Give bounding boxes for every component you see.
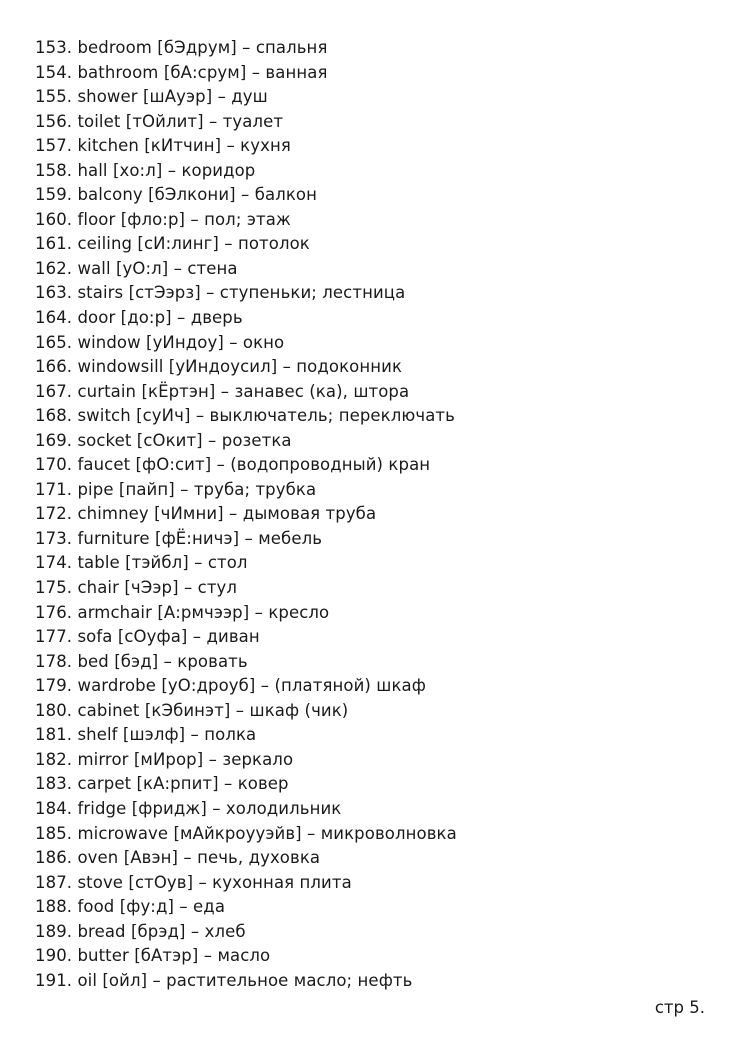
vocab-entry: 183. carpet [кА:рпит] – ковер — [35, 774, 289, 794]
vocab-entry: 164. door [до:р] – дверь — [35, 308, 243, 328]
vocab-entry: 158. hall [хо:л] – коридор — [35, 160, 256, 180]
vocab-entry: 182. mirror [мИрор] – зеркало — [35, 749, 294, 769]
vocab-entry: 181. shelf [шэлф] – полка — [35, 725, 257, 745]
page-number: стр 5. — [654, 998, 705, 1017]
vocab-entry: 172. chimney [чИмни] – дымовая труба — [35, 504, 377, 524]
vocab-entry: 190. butter [бАтэр] – масло — [35, 946, 271, 966]
vocab-entry: 166. windowsill [уИндоусил] – подоконник — [35, 357, 403, 377]
vocab-entry: 187. stove [стОув] – кухонная плита — [35, 872, 352, 892]
vocab-entry: 180. cabinet [кЭбинэт] – шкаф (чик) — [35, 700, 349, 720]
vocab-entry: 189. bread [брэд] – хлеб — [35, 921, 246, 941]
vocab-entry: 155. shower [шАуэр] – душ — [35, 87, 268, 107]
vocab-entry: 167. curtain [кЁртэн] – занавес (ка), штора — [35, 381, 410, 401]
vocab-entry: 178. bed [бэд] – кровать — [35, 651, 248, 671]
vocab-entry: 174. table [тэйбл] – стол — [35, 553, 248, 573]
vocab-entry: 175. chair [чЭэр] – стул — [35, 578, 238, 598]
vocab-entry: 185. microwave [мАйкроууэйв] – микроволновка — [35, 823, 457, 843]
vocab-entry: 176. armchair [А:рмчээр] – кресло — [35, 602, 330, 622]
vocab-entry: 184. fridge [фридж] – холодильник — [35, 798, 342, 818]
vocab-entry: 171. pipe [пайп] – труба; трубка — [35, 479, 317, 499]
vocab-entry: 154. bathroom [бА:срум] – ванная — [35, 62, 328, 82]
vocab-entry: 159. balcony [бЭлкони] – балкон — [35, 185, 317, 205]
vocab-entry: 168. switch [суИч] – выключатель; переключать — [35, 406, 455, 426]
vocab-entry: 177. sofa [сОуфа] – диван — [35, 627, 260, 647]
vocab-entry: 157. kitchen [кИтчин] – кухня — [35, 136, 291, 156]
vocab-entry: 163. stairs [стЭэрз] – ступеньки; лестница — [35, 283, 406, 303]
vocabulary-list — [35, 36, 457, 993]
vocab-entry: 170. faucet [фО:сит] – (водопроводный) кран — [35, 455, 431, 475]
vocab-entry: 191. oil [ойл] – растительное масло; нефть — [35, 970, 413, 990]
vocab-entry: 153. bedroom [бЭдрум] – спальня — [35, 38, 328, 57]
vocab-entry: 179. wardrobe [уО:дроуб] – (платяной) шкаф — [35, 676, 426, 696]
vocab-entry: 165. window [уИндоу] – окно — [35, 332, 285, 352]
vocab-entry: 161. ceiling [сИ:линг] – потолок — [35, 234, 310, 254]
vocab-entry: 186. oven [Авэн] – печь, духовка — [35, 848, 321, 868]
vocab-entry: 169. socket [сОкит] – розетка — [35, 430, 292, 450]
vocab-entry: 173. furniture [фЁ:ничэ] – мебель — [35, 528, 323, 548]
vocab-entry: 188. food [фу:д] – еда — [35, 897, 226, 917]
vocab-entry: 162. wall [уО:л] – стена — [35, 258, 238, 278]
vocab-entry: 160. floor [фло:р] – пол; этаж — [35, 209, 291, 229]
vocab-entry: 156. toilet [тОйлит] – туалет — [35, 111, 284, 131]
